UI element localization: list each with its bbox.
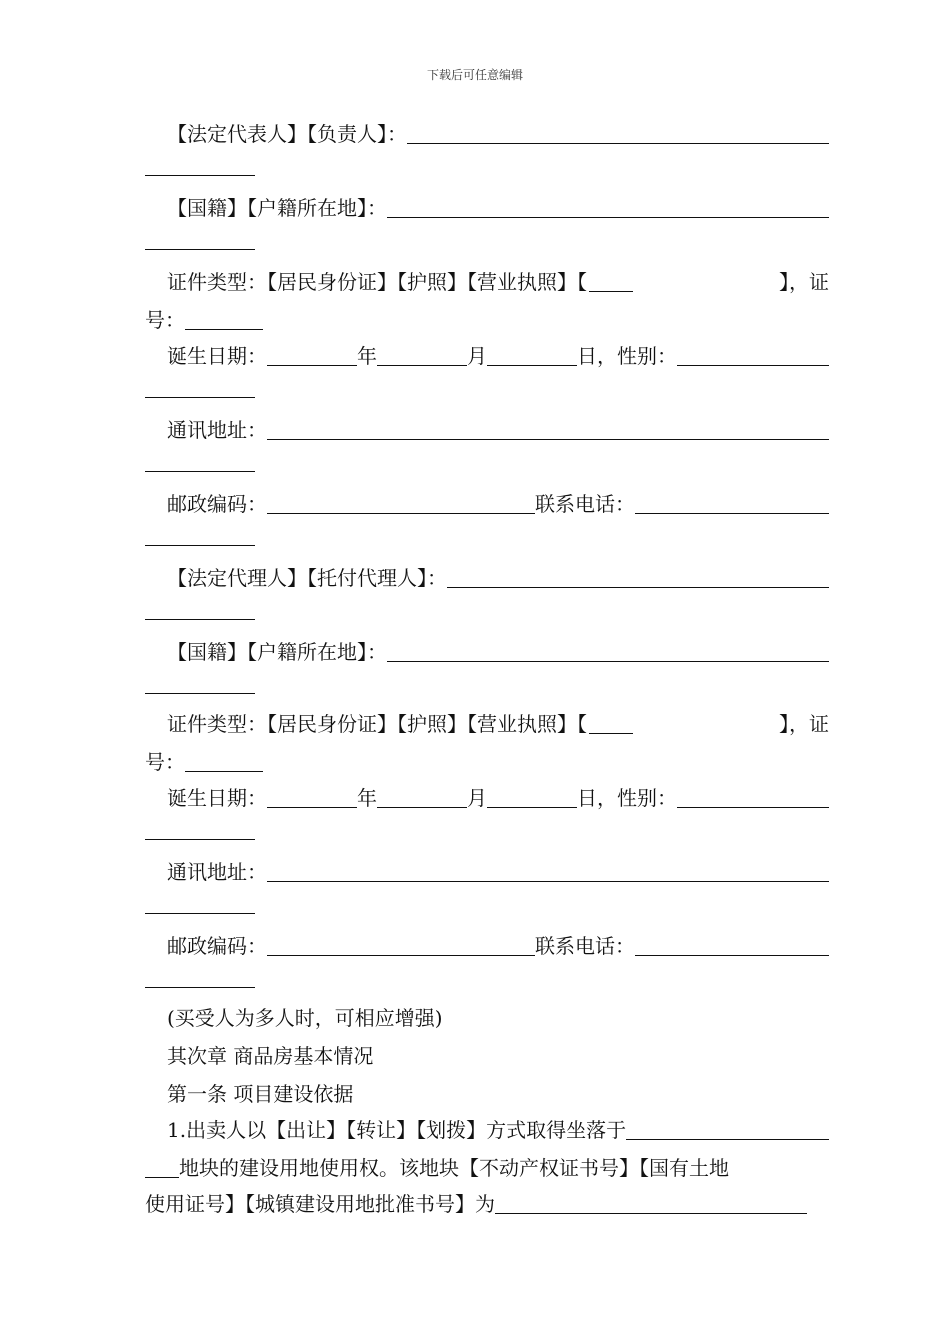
- agent-field[interactable]: [447, 568, 829, 588]
- gender-field[interactable]: [677, 346, 829, 366]
- birth-line: [145, 342, 829, 370]
- legal-rep-line: [145, 120, 829, 148]
- agent-nationality-line: [145, 638, 829, 666]
- address-continuation: [145, 452, 807, 476]
- article-title-text: 第一条 项目建设依据: [167, 1082, 354, 1106]
- address-label: 通讯地址：: [167, 418, 267, 442]
- nationality-label: 【国籍】【户籍所在地】：: [167, 196, 387, 220]
- clause1-line1-text: 1.出卖人以【出让】【转让】【划拨】方式取得坐落于: [167, 1118, 627, 1142]
- clause1-line2: [145, 1154, 807, 1182]
- agent-birth-day-field[interactable]: [487, 788, 577, 808]
- postal-field[interactable]: [267, 494, 535, 514]
- agent-postal-phone-continuation: [145, 968, 807, 992]
- nationality-field[interactable]: [387, 198, 829, 218]
- address-field-cont[interactable]: [145, 452, 255, 472]
- id-no-line: [145, 306, 807, 334]
- agent-birth-label: 诞生日期：: [167, 786, 267, 810]
- phone-field[interactable]: [635, 494, 829, 514]
- birth-month-field[interactable]: [377, 346, 467, 366]
- id-type-line: [145, 268, 829, 296]
- legal-rep-label: 【法定代表人】【负责人】：: [167, 122, 407, 146]
- agent-postal-phone-line: [145, 932, 829, 960]
- multiple-buyers-note-text: (买受人为多人时，可相应增强): [167, 1006, 443, 1030]
- id-no-field[interactable]: [185, 310, 263, 330]
- land-location-field[interactable]: [626, 1120, 829, 1140]
- agent-address-field-cont[interactable]: [145, 894, 255, 914]
- clause1-line1: [145, 1116, 829, 1144]
- birth-year-field[interactable]: [267, 346, 357, 366]
- legal-rep-continuation: [145, 156, 807, 180]
- agent-line: [145, 564, 829, 592]
- id-type-other-field[interactable]: [589, 272, 633, 292]
- agent-nationality-continuation: [145, 674, 807, 698]
- nationality-field-cont[interactable]: [145, 230, 255, 250]
- birth-day-field[interactable]: [487, 346, 577, 366]
- agent-id-no-line: [145, 748, 807, 776]
- agent-id-type-other-field[interactable]: [589, 714, 633, 734]
- clause1-line3: [145, 1190, 807, 1218]
- agent-postal-field[interactable]: [267, 936, 535, 956]
- legal-rep-field[interactable]: [407, 124, 829, 144]
- phone-label: 联系电话：: [535, 492, 635, 516]
- agent-label: 【法定代理人】【托付代理人】：: [167, 566, 447, 590]
- month-label: 月: [467, 344, 487, 368]
- birth-continuation: [145, 378, 807, 402]
- nationality-line: [145, 194, 829, 222]
- postal-label: 邮政编码：: [167, 492, 267, 516]
- agent-day-gender-label: 日，性别：: [577, 786, 677, 810]
- legal-rep-field-cont[interactable]: [145, 156, 255, 176]
- agent-nationality-field-cont[interactable]: [145, 674, 255, 694]
- agent-month-label: 月: [467, 786, 487, 810]
- agent-address-line: [145, 858, 829, 886]
- agent-birth-line: [145, 784, 829, 812]
- article-title: [145, 1080, 829, 1108]
- agent-continuation: [145, 600, 807, 624]
- agent-field-cont[interactable]: [145, 600, 255, 620]
- agent-id-no-field[interactable]: [185, 752, 263, 772]
- agent-nationality-field[interactable]: [387, 642, 829, 662]
- agent-year-label: 年: [357, 786, 377, 810]
- chapter-title-text: 其次章 商品房基本情况: [167, 1044, 374, 1068]
- agent-nationality-label: 【国籍】【户籍所在地】：: [167, 640, 387, 664]
- agent-gender-field-cont[interactable]: [145, 820, 255, 840]
- agent-id-type-tail: 】，证: [779, 712, 829, 736]
- agent-address-field[interactable]: [267, 862, 829, 882]
- clause1-line2-text: 地块的建设用地使用权。该地块【不动产权证书号】【国有土地: [179, 1156, 729, 1180]
- clause1-line3-text: 使用证号】【城镇建设用地批准书号】为: [145, 1192, 495, 1216]
- agent-address-label: 通讯地址：: [167, 860, 267, 884]
- agent-phone-label: 联系电话：: [535, 934, 635, 958]
- year-label: 年: [357, 344, 377, 368]
- nationality-continuation: [145, 230, 807, 254]
- agent-birth-continuation: [145, 820, 807, 844]
- multiple-buyers-note: [145, 1004, 829, 1032]
- phone-field-cont[interactable]: [145, 526, 255, 546]
- agent-id-type-label: 证件类型：【居民身份证】【护照】【营业执照】【: [167, 712, 587, 736]
- agent-gender-field[interactable]: [677, 788, 829, 808]
- certificate-number-field[interactable]: [495, 1194, 807, 1214]
- agent-address-continuation: [145, 894, 807, 918]
- postal-phone-continuation: [145, 526, 807, 550]
- land-location-field-cont[interactable]: [145, 1158, 179, 1178]
- gender-field-cont[interactable]: [145, 378, 255, 398]
- agent-phone-field-cont[interactable]: [145, 968, 255, 988]
- agent-birth-year-field[interactable]: [267, 788, 357, 808]
- address-field[interactable]: [267, 420, 829, 440]
- id-no-label: 号：: [145, 308, 185, 332]
- id-type-tail: 】，证: [779, 270, 829, 294]
- agent-postal-label: 邮政编码：: [167, 934, 267, 958]
- day-gender-label: 日，性别：: [577, 344, 677, 368]
- agent-id-no-label: 号：: [145, 750, 185, 774]
- chapter-title: [145, 1042, 829, 1070]
- agent-birth-month-field[interactable]: [377, 788, 467, 808]
- address-line: [145, 416, 829, 444]
- birth-label: 诞生日期：: [167, 344, 267, 368]
- id-type-label: 证件类型：【居民身份证】【护照】【营业执照】【: [167, 270, 587, 294]
- agent-id-type-line: [145, 710, 829, 738]
- postal-phone-line: [145, 490, 829, 518]
- agent-phone-field[interactable]: [635, 936, 829, 956]
- page-header: 下载后可任意编辑: [426, 68, 523, 82]
